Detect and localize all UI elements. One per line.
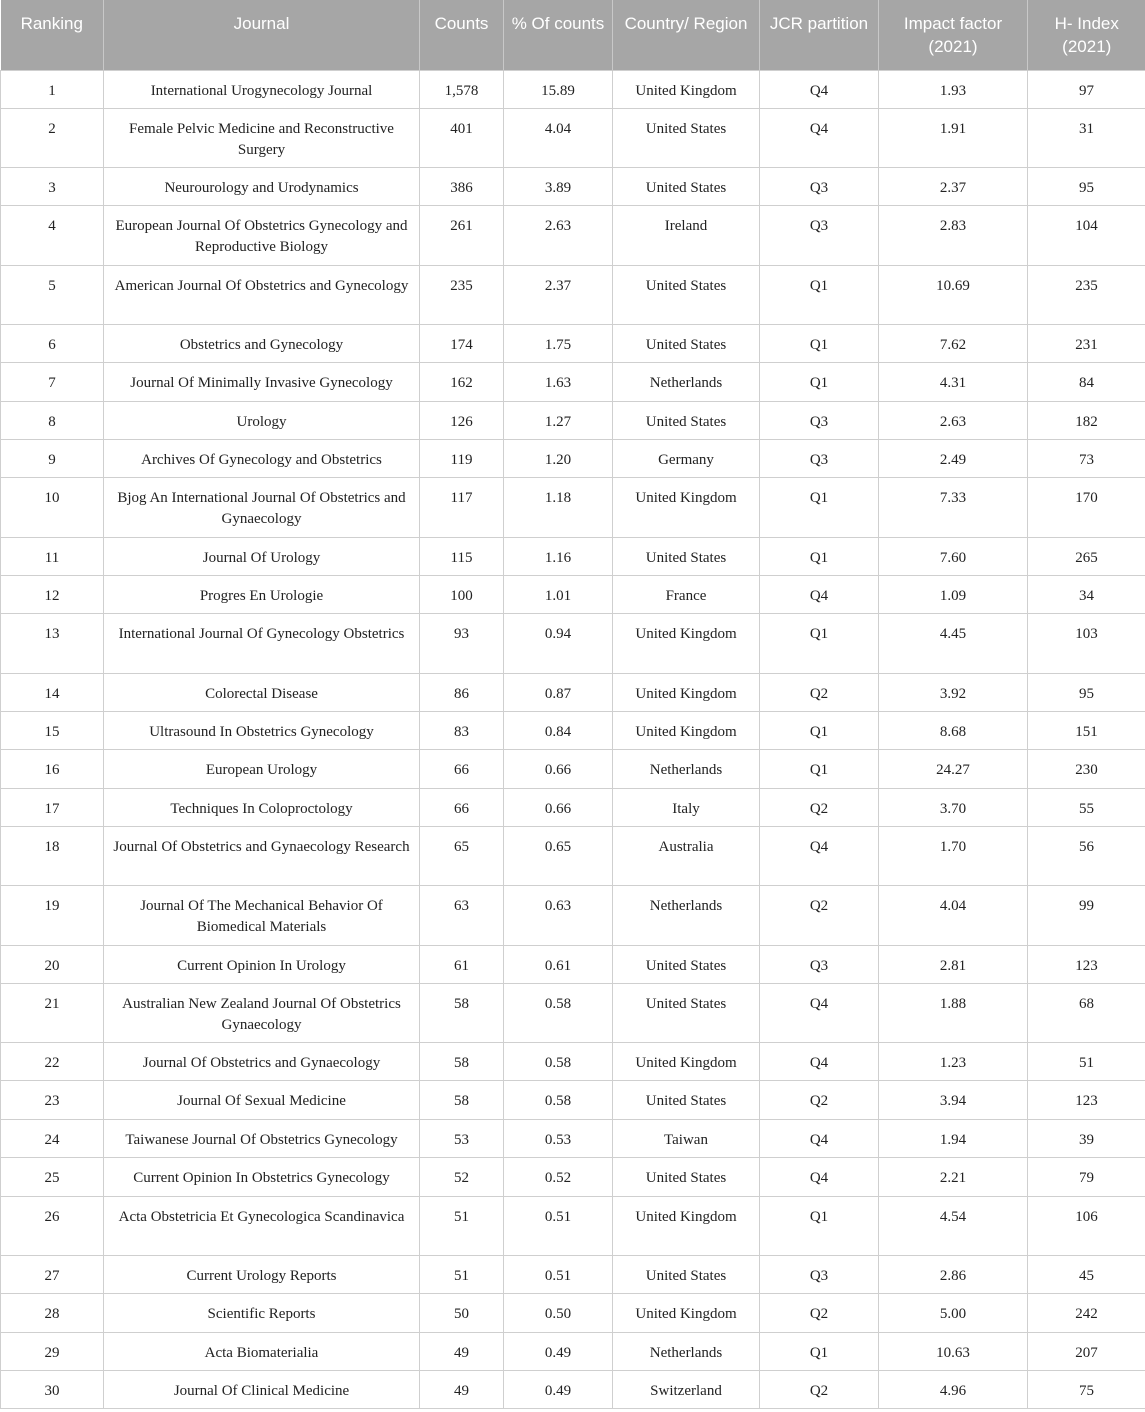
cell-h-index: 104: [1028, 206, 1145, 265]
cell-counts: 49: [420, 1371, 504, 1409]
cell-journal: Female Pelvic Medicine and Reconstructive Surgery: [104, 108, 420, 167]
cell-jcr-partition: Q1: [760, 478, 879, 537]
cell-journal: Journal Of Sexual Medicine: [104, 1081, 420, 1119]
cell-journal: Scientific Reports: [104, 1294, 420, 1332]
cell-jcr-partition: Q3: [760, 206, 879, 265]
cell-ranking: 3: [1, 168, 104, 206]
cell-impact-factor: 1.93: [879, 70, 1028, 108]
cell-journal: Australian New Zealand Journal Of Obstetrics Gynaecology: [104, 983, 420, 1042]
cell-country: United States: [613, 265, 760, 324]
cell-ranking: 23: [1, 1081, 104, 1119]
cell-impact-factor: 2.81: [879, 945, 1028, 983]
cell-jcr-partition: Q4: [760, 983, 879, 1042]
cell-impact-factor: 7.33: [879, 478, 1028, 537]
cell-journal: Neurourology and Urodynamics: [104, 168, 420, 206]
cell-country: Italy: [613, 788, 760, 826]
cell-ranking: 20: [1, 945, 104, 983]
cell-h-index: 84: [1028, 363, 1145, 401]
cell-country: Ireland: [613, 206, 760, 265]
table-row: [1, 70, 1145, 108]
cell-journal: Journal Of The Mechanical Behavior Of Biomedical Materials: [104, 886, 420, 945]
cell-ranking: 12: [1, 575, 104, 613]
cell-pct-counts: 0.52: [504, 1158, 613, 1196]
cell-pct-counts: 0.58: [504, 1043, 613, 1081]
cell-ranking: 14: [1, 673, 104, 711]
cell-jcr-partition: Q3: [760, 440, 879, 478]
cell-country: Netherlands: [613, 1332, 760, 1370]
cell-jcr-partition: Q2: [760, 788, 879, 826]
table-row: [1, 1196, 1145, 1255]
cell-pct-counts: 1.18: [504, 478, 613, 537]
cell-impact-factor: 7.60: [879, 537, 1028, 575]
cell-country: United States: [613, 537, 760, 575]
cell-impact-factor: 3.92: [879, 673, 1028, 711]
cell-ranking: 26: [1, 1196, 104, 1255]
cell-jcr-partition: Q1: [760, 324, 879, 362]
table-row: [1, 711, 1145, 749]
cell-h-index: 106: [1028, 1196, 1145, 1255]
cell-impact-factor: 2.37: [879, 168, 1028, 206]
cell-country: United Kingdom: [613, 70, 760, 108]
cell-impact-factor: 4.54: [879, 1196, 1028, 1255]
cell-country: United Kingdom: [613, 711, 760, 749]
cell-ranking: 9: [1, 440, 104, 478]
cell-h-index: 55: [1028, 788, 1145, 826]
cell-h-index: 235: [1028, 265, 1145, 324]
cell-h-index: 230: [1028, 750, 1145, 788]
cell-journal: Journal Of Obstetrics and Gynaecology: [104, 1043, 420, 1081]
cell-impact-factor: 1.09: [879, 575, 1028, 613]
cell-pct-counts: 0.58: [504, 1081, 613, 1119]
cell-counts: 162: [420, 363, 504, 401]
cell-counts: 401: [420, 108, 504, 167]
cell-h-index: 231: [1028, 324, 1145, 362]
cell-jcr-partition: Q2: [760, 1081, 879, 1119]
cell-ranking: 28: [1, 1294, 104, 1332]
cell-impact-factor: 3.70: [879, 788, 1028, 826]
cell-pct-counts: 0.51: [504, 1196, 613, 1255]
cell-journal: Current Opinion In Urology: [104, 945, 420, 983]
cell-impact-factor: 1.23: [879, 1043, 1028, 1081]
table-row: [1, 478, 1145, 537]
table-row: [1, 983, 1145, 1042]
table-row: [1, 1158, 1145, 1196]
cell-journal: Bjog An International Journal Of Obstetrics and Gynaecology: [104, 478, 420, 537]
cell-journal: Acta Biomaterialia: [104, 1332, 420, 1370]
table-row: [1, 1371, 1145, 1409]
cell-impact-factor: 4.45: [879, 614, 1028, 673]
cell-counts: 100: [420, 575, 504, 613]
cell-pct-counts: 4.04: [504, 108, 613, 167]
cell-country: United Kingdom: [613, 673, 760, 711]
cell-pct-counts: 1.01: [504, 575, 613, 613]
cell-jcr-partition: Q4: [760, 827, 879, 886]
cell-country: United States: [613, 168, 760, 206]
cell-journal: Archives Of Gynecology and Obstetrics: [104, 440, 420, 478]
cell-ranking: 21: [1, 983, 104, 1042]
cell-pct-counts: 2.63: [504, 206, 613, 265]
cell-pct-counts: 0.63: [504, 886, 613, 945]
cell-pct-counts: 1.16: [504, 537, 613, 575]
cell-jcr-partition: Q4: [760, 1043, 879, 1081]
cell-counts: 58: [420, 1081, 504, 1119]
cell-h-index: 45: [1028, 1255, 1145, 1293]
cell-pct-counts: 0.49: [504, 1332, 613, 1370]
cell-jcr-partition: Q3: [760, 945, 879, 983]
cell-impact-factor: 2.21: [879, 1158, 1028, 1196]
cell-journal: Obstetrics and Gynecology: [104, 324, 420, 362]
table-row: [1, 945, 1145, 983]
cell-impact-factor: 2.49: [879, 440, 1028, 478]
cell-jcr-partition: Q3: [760, 401, 879, 439]
cell-pct-counts: 1.20: [504, 440, 613, 478]
cell-journal: International Urogynecology Journal: [104, 70, 420, 108]
cell-h-index: 31: [1028, 108, 1145, 167]
cell-ranking: 5: [1, 265, 104, 324]
cell-pct-counts: 0.50: [504, 1294, 613, 1332]
cell-impact-factor: 8.68: [879, 711, 1028, 749]
cell-pct-counts: 0.51: [504, 1255, 613, 1293]
cell-impact-factor: 5.00: [879, 1294, 1028, 1332]
table-row: [1, 575, 1145, 613]
cell-jcr-partition: Q2: [760, 886, 879, 945]
cell-journal: Acta Obstetricia Et Gynecologica Scandinavica: [104, 1196, 420, 1255]
cell-impact-factor: 1.70: [879, 827, 1028, 886]
cell-pct-counts: 2.37: [504, 265, 613, 324]
cell-jcr-partition: Q4: [760, 575, 879, 613]
cell-impact-factor: 2.86: [879, 1255, 1028, 1293]
cell-country: France: [613, 575, 760, 613]
header-h-index: H- Index (2021): [1028, 0, 1145, 70]
cell-jcr-partition: Q2: [760, 673, 879, 711]
header-country-region: Country/ Region: [613, 0, 760, 70]
table-row: [1, 265, 1145, 324]
cell-ranking: 29: [1, 1332, 104, 1370]
cell-country: United States: [613, 1158, 760, 1196]
cell-counts: 61: [420, 945, 504, 983]
cell-h-index: 182: [1028, 401, 1145, 439]
cell-pct-counts: 3.89: [504, 168, 613, 206]
table-row: [1, 440, 1145, 478]
cell-h-index: 95: [1028, 673, 1145, 711]
cell-pct-counts: 0.58: [504, 983, 613, 1042]
cell-h-index: 51: [1028, 1043, 1145, 1081]
cell-h-index: 151: [1028, 711, 1145, 749]
cell-journal: Current Urology Reports: [104, 1255, 420, 1293]
cell-country: United States: [613, 1081, 760, 1119]
cell-ranking: 25: [1, 1158, 104, 1196]
cell-counts: 261: [420, 206, 504, 265]
table-row: [1, 401, 1145, 439]
cell-journal: Techniques In Coloproctology: [104, 788, 420, 826]
cell-counts: 50: [420, 1294, 504, 1332]
cell-pct-counts: 0.87: [504, 673, 613, 711]
cell-counts: 66: [420, 750, 504, 788]
cell-impact-factor: 7.62: [879, 324, 1028, 362]
header-row: [1, 0, 1145, 70]
cell-ranking: 4: [1, 206, 104, 265]
cell-journal: Taiwanese Journal Of Obstetrics Gynecology: [104, 1119, 420, 1157]
cell-impact-factor: 4.04: [879, 886, 1028, 945]
cell-journal: Journal Of Urology: [104, 537, 420, 575]
cell-impact-factor: 10.69: [879, 265, 1028, 324]
cell-counts: 174: [420, 324, 504, 362]
cell-impact-factor: 4.31: [879, 363, 1028, 401]
cell-jcr-partition: Q4: [760, 108, 879, 167]
cell-counts: 119: [420, 440, 504, 478]
cell-country: United Kingdom: [613, 1196, 760, 1255]
table-row: [1, 1255, 1145, 1293]
cell-pct-counts: 0.66: [504, 788, 613, 826]
cell-jcr-partition: Q3: [760, 168, 879, 206]
cell-h-index: 265: [1028, 537, 1145, 575]
cell-country: United States: [613, 324, 760, 362]
cell-country: United States: [613, 983, 760, 1042]
cell-ranking: 7: [1, 363, 104, 401]
cell-journal: Urology: [104, 401, 420, 439]
table-row: [1, 363, 1145, 401]
cell-ranking: 1: [1, 70, 104, 108]
header-journal: Journal: [104, 0, 420, 70]
cell-h-index: 75: [1028, 1371, 1145, 1409]
cell-pct-counts: 0.49: [504, 1371, 613, 1409]
cell-h-index: 97: [1028, 70, 1145, 108]
cell-ranking: 10: [1, 478, 104, 537]
cell-counts: 58: [420, 983, 504, 1042]
table-row: [1, 1119, 1145, 1157]
cell-journal: European Journal Of Obstetrics Gynecology and Reproductive Biology: [104, 206, 420, 265]
cell-counts: 1,578: [420, 70, 504, 108]
cell-journal: European Urology: [104, 750, 420, 788]
cell-pct-counts: 1.75: [504, 324, 613, 362]
table-row: [1, 614, 1145, 673]
cell-pct-counts: 0.65: [504, 827, 613, 886]
cell-h-index: 242: [1028, 1294, 1145, 1332]
cell-counts: 86: [420, 673, 504, 711]
cell-jcr-partition: Q1: [760, 614, 879, 673]
cell-impact-factor: 1.91: [879, 108, 1028, 167]
cell-h-index: 56: [1028, 827, 1145, 886]
cell-h-index: 34: [1028, 575, 1145, 613]
cell-jcr-partition: Q2: [760, 1294, 879, 1332]
cell-ranking: 17: [1, 788, 104, 826]
cell-country: United Kingdom: [613, 1043, 760, 1081]
cell-ranking: 24: [1, 1119, 104, 1157]
cell-jcr-partition: Q4: [760, 1119, 879, 1157]
cell-impact-factor: 1.88: [879, 983, 1028, 1042]
header-counts: Counts: [420, 0, 504, 70]
cell-ranking: 30: [1, 1371, 104, 1409]
cell-journal: Current Opinion In Obstetrics Gynecology: [104, 1158, 420, 1196]
cell-journal: Ultrasound In Obstetrics Gynecology: [104, 711, 420, 749]
cell-h-index: 39: [1028, 1119, 1145, 1157]
cell-counts: 53: [420, 1119, 504, 1157]
cell-h-index: 68: [1028, 983, 1145, 1042]
cell-h-index: 99: [1028, 886, 1145, 945]
cell-counts: 63: [420, 886, 504, 945]
cell-jcr-partition: Q1: [760, 711, 879, 749]
header-pct-counts: % Of counts: [504, 0, 613, 70]
cell-journal: International Journal Of Gynecology Obstetrics: [104, 614, 420, 673]
cell-ranking: 8: [1, 401, 104, 439]
cell-impact-factor: 10.63: [879, 1332, 1028, 1370]
table-row: [1, 537, 1145, 575]
cell-h-index: 123: [1028, 1081, 1145, 1119]
cell-journal: American Journal Of Obstetrics and Gynecology: [104, 265, 420, 324]
cell-jcr-partition: Q1: [760, 1196, 879, 1255]
cell-country: Taiwan: [613, 1119, 760, 1157]
cell-pct-counts: 0.94: [504, 614, 613, 673]
cell-country: Netherlands: [613, 886, 760, 945]
cell-h-index: 207: [1028, 1332, 1145, 1370]
cell-country: Netherlands: [613, 750, 760, 788]
cell-journal: Journal Of Minimally Invasive Gynecology: [104, 363, 420, 401]
cell-journal: Journal Of Obstetrics and Gynaecology Research: [104, 827, 420, 886]
cell-ranking: 18: [1, 827, 104, 886]
cell-jcr-partition: Q1: [760, 750, 879, 788]
cell-pct-counts: 0.61: [504, 945, 613, 983]
table-row: [1, 673, 1145, 711]
table-row: [1, 1081, 1145, 1119]
cell-counts: 49: [420, 1332, 504, 1370]
cell-country: United States: [613, 108, 760, 167]
table-row: [1, 108, 1145, 167]
cell-counts: 66: [420, 788, 504, 826]
cell-country: Australia: [613, 827, 760, 886]
cell-h-index: 79: [1028, 1158, 1145, 1196]
cell-counts: 117: [420, 478, 504, 537]
cell-counts: 83: [420, 711, 504, 749]
cell-jcr-partition: Q1: [760, 537, 879, 575]
cell-country: United States: [613, 401, 760, 439]
cell-counts: 386: [420, 168, 504, 206]
cell-impact-factor: 4.96: [879, 1371, 1028, 1409]
cell-h-index: 73: [1028, 440, 1145, 478]
cell-counts: 235: [420, 265, 504, 324]
header-jcr-partition: JCR partition: [760, 0, 879, 70]
table-row: [1, 1043, 1145, 1081]
cell-counts: 65: [420, 827, 504, 886]
cell-jcr-partition: Q1: [760, 265, 879, 324]
cell-jcr-partition: Q2: [760, 1371, 879, 1409]
table-row: [1, 206, 1145, 265]
cell-country: Switzerland: [613, 1371, 760, 1409]
cell-country: Germany: [613, 440, 760, 478]
table-body: [1, 70, 1145, 1409]
cell-ranking: 6: [1, 324, 104, 362]
cell-jcr-partition: Q3: [760, 1255, 879, 1293]
cell-h-index: 95: [1028, 168, 1145, 206]
cell-jcr-partition: Q4: [760, 70, 879, 108]
cell-h-index: 170: [1028, 478, 1145, 537]
cell-counts: 51: [420, 1196, 504, 1255]
cell-jcr-partition: Q1: [760, 363, 879, 401]
cell-impact-factor: 24.27: [879, 750, 1028, 788]
table-row: [1, 324, 1145, 362]
cell-journal: Journal Of Clinical Medicine: [104, 1371, 420, 1409]
cell-impact-factor: 1.94: [879, 1119, 1028, 1157]
cell-ranking: 2: [1, 108, 104, 167]
table-row: [1, 750, 1145, 788]
header-ranking: Ranking: [1, 0, 104, 70]
cell-ranking: 19: [1, 886, 104, 945]
cell-ranking: 22: [1, 1043, 104, 1081]
cell-country: United States: [613, 945, 760, 983]
cell-counts: 126: [420, 401, 504, 439]
cell-counts: 115: [420, 537, 504, 575]
cell-ranking: 27: [1, 1255, 104, 1293]
table-row: [1, 788, 1145, 826]
cell-journal: Colorectal Disease: [104, 673, 420, 711]
cell-country: United States: [613, 1255, 760, 1293]
cell-country: United Kingdom: [613, 478, 760, 537]
cell-country: United Kingdom: [613, 1294, 760, 1332]
cell-impact-factor: 2.83: [879, 206, 1028, 265]
cell-counts: 58: [420, 1043, 504, 1081]
cell-ranking: 15: [1, 711, 104, 749]
table-row: [1, 1294, 1145, 1332]
cell-impact-factor: 2.63: [879, 401, 1028, 439]
cell-pct-counts: 1.63: [504, 363, 613, 401]
cell-pct-counts: 0.84: [504, 711, 613, 749]
table-row: [1, 1332, 1145, 1370]
cell-jcr-partition: Q1: [760, 1332, 879, 1370]
cell-ranking: 13: [1, 614, 104, 673]
cell-country: Netherlands: [613, 363, 760, 401]
table-row: [1, 886, 1145, 945]
cell-pct-counts: 15.89: [504, 70, 613, 108]
cell-counts: 51: [420, 1255, 504, 1293]
table-row: [1, 827, 1145, 886]
cell-h-index: 123: [1028, 945, 1145, 983]
cell-ranking: 16: [1, 750, 104, 788]
cell-counts: 93: [420, 614, 504, 673]
cell-journal: Progres En Urologie: [104, 575, 420, 613]
table-row: [1, 168, 1145, 206]
cell-impact-factor: 3.94: [879, 1081, 1028, 1119]
cell-h-index: 103: [1028, 614, 1145, 673]
cell-pct-counts: 0.53: [504, 1119, 613, 1157]
header-impact-factor: Impact factor (2021): [879, 0, 1028, 70]
cell-jcr-partition: Q4: [760, 1158, 879, 1196]
cell-counts: 52: [420, 1158, 504, 1196]
cell-pct-counts: 1.27: [504, 401, 613, 439]
cell-ranking: 11: [1, 537, 104, 575]
cell-pct-counts: 0.66: [504, 750, 613, 788]
cell-country: United Kingdom: [613, 614, 760, 673]
